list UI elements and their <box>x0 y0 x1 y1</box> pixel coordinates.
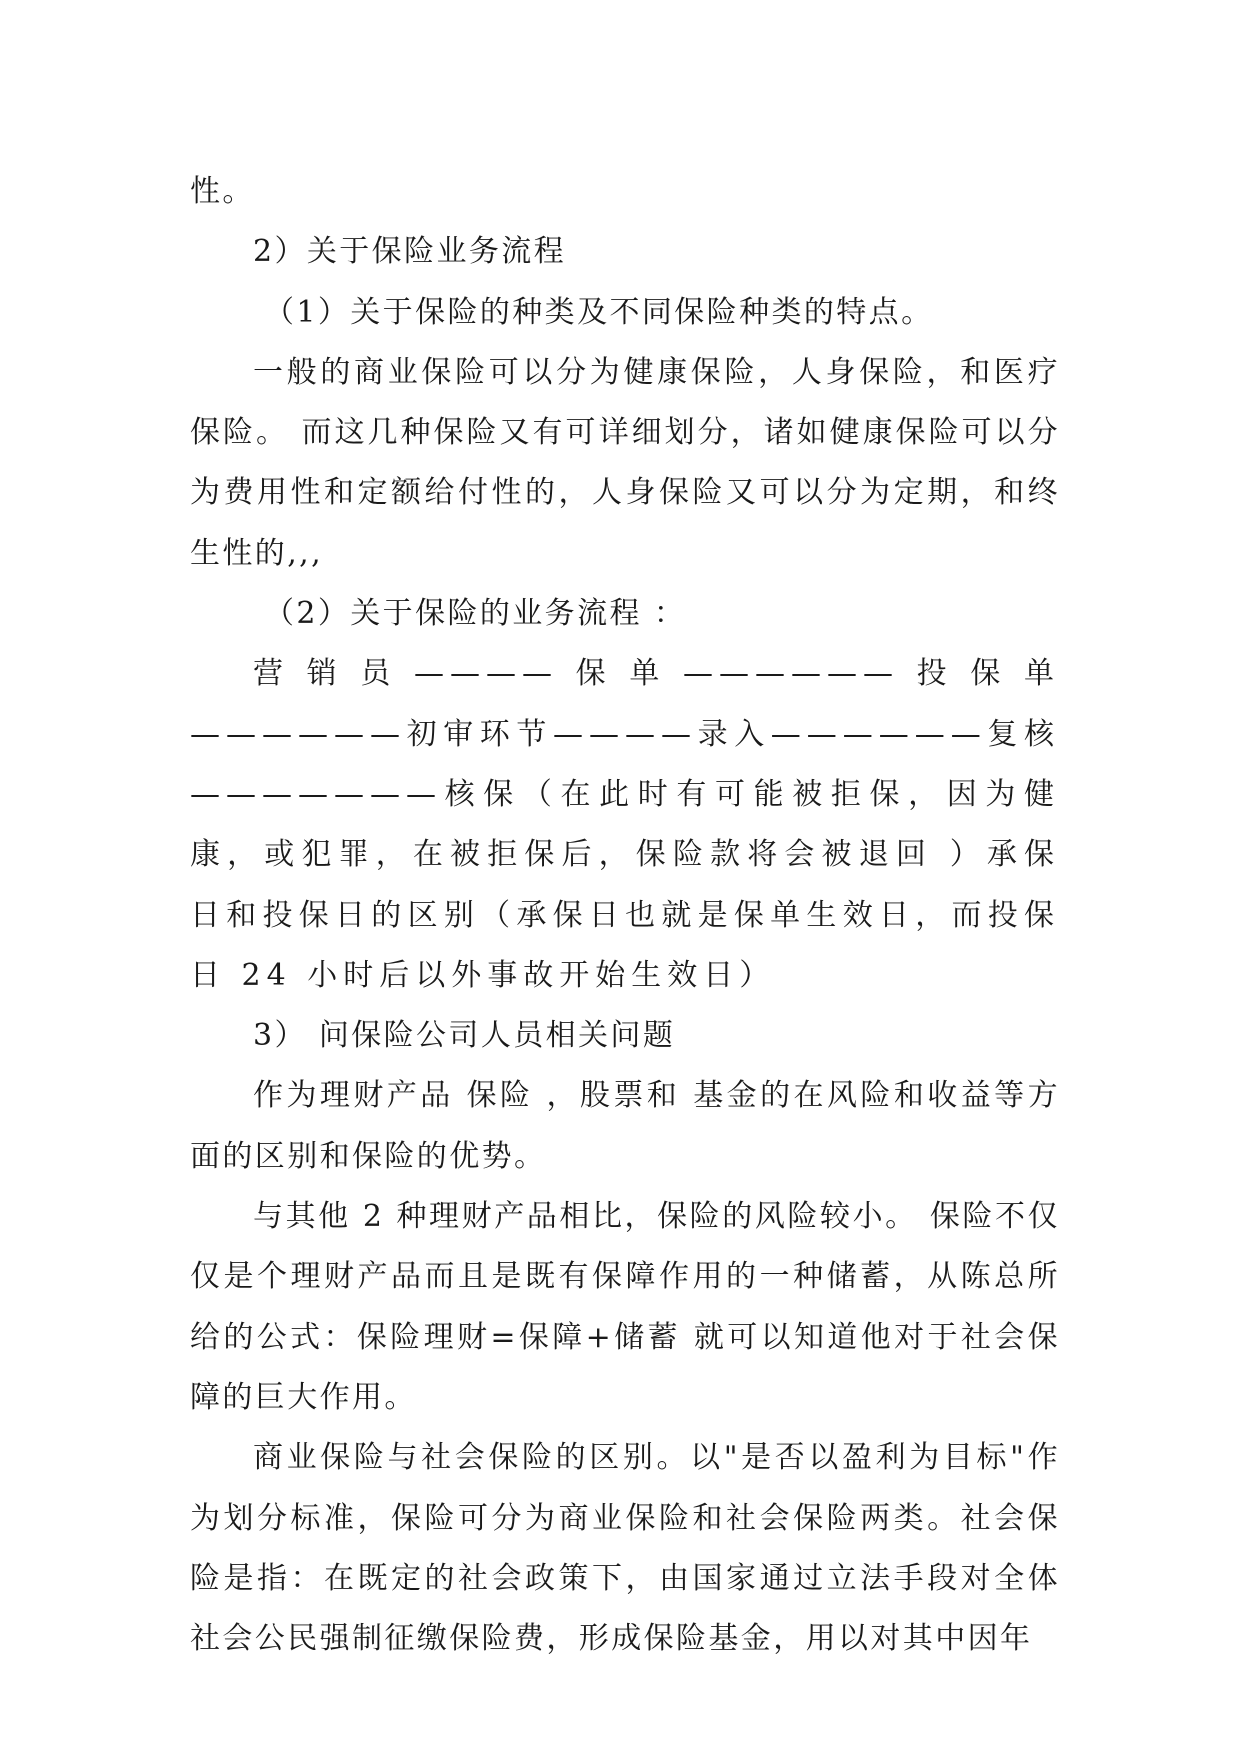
section-heading-questions: 3） 问保险公司人员相关问题 <box>253 1018 676 1054</box>
subheading-business-process: （2）关于保险的业务流程 ： <box>264 596 687 632</box>
paragraph-insurance-categories: 一般的商业保险可以分为健康保险，人身保险，和医疗保险。 而这几种保险又有可详细划分，诸如健康保险可以分为费用性和定额给付性的，人身保险又可以分为定期，和终生性的,,, <box>190 354 1060 571</box>
paragraph-commercial-vs-social: 商业保险与社会保险的区别。以"是否以盈利为目标"作为划分标准，保险可分为商业保险和社会保险两类。社会保险是指：在既定的社会政策下，由国家通过立法手段对全体社会公民强制征缴保险费，形成保险基金，用以对其中因年 <box>190 1440 1060 1657</box>
paragraph-continuation: 性。 <box>190 174 255 209</box>
section-heading-business-process: 2）关于保险业务流程 <box>253 234 567 270</box>
paragraph-comparison-question: 作为理财产品 保险 ，股票和 基金的在风险和收益等方面的区别和保险的优势。 <box>190 1078 1060 1174</box>
paragraph-insurance-advantage: 与其他 2 种理财产品相比，保险的风险较小。 保险不仅仅是个理财产品而且是既有保障作用的一种储蓄，从陈总所给的公式：保险理财=保障+储蓄 就可以知道他对于社会保障的巨大作用。 <box>190 1199 1060 1415</box>
subheading-insurance-types: （1）关于保险的种类及不同保险种类的特点。 <box>264 294 934 330</box>
document-body <box>190 162 1060 1669</box>
paragraph-process-flow: 营销员————保单——————投保单——————初审环节————录入——————复核———————核保（在此时有可能被拒保，因为健康，或犯罪，在被拒保后，保险款将会被退回 ）承保日和投保日的区别（承保日也就是保单生效日，而投保日 24 小时后以外事故开始生效日） <box>190 656 1060 993</box>
